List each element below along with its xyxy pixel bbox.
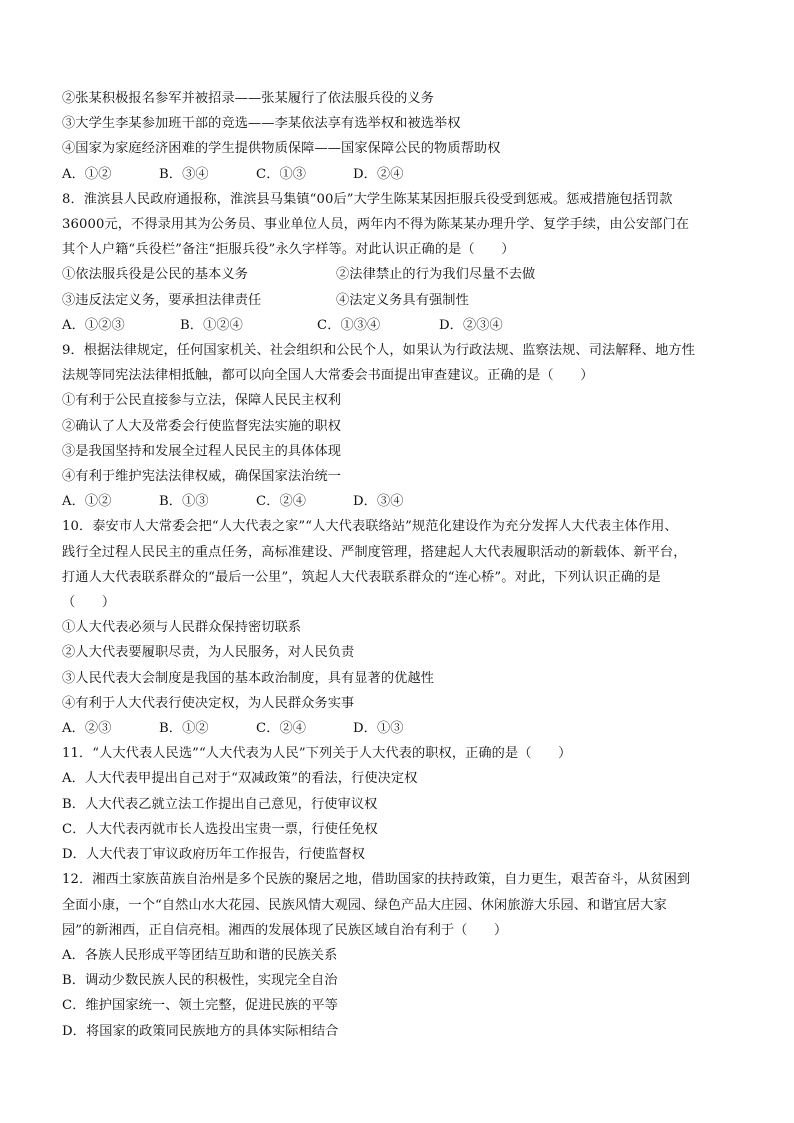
option-b[interactable]: B．①②④ — [180, 317, 243, 333]
option-d[interactable]: D．人大代表丁审议政府历年工作报告，行使监督权 — [62, 847, 365, 863]
question-8 — [62, 187, 742, 338]
statement-row — [62, 288, 742, 313]
option-a[interactable]: A．①②③ — [62, 317, 125, 333]
option-c[interactable]: C．②④ — [256, 721, 307, 737]
question-stem: 其个人户籍“兵役栏”备注“拒服兵役”永久字样等。对此认识正确的是（ ） — [62, 242, 515, 258]
option-b[interactable]: B．③④ — [159, 166, 209, 182]
option-b[interactable]: B．人大代表乙就立法工作提出自己意见，行使审议权 — [62, 796, 378, 812]
question-11 — [62, 741, 742, 867]
option-b[interactable]: B．①② — [159, 721, 209, 737]
statement-item: ③人民代表大会制度是我国的基本政治制度，具有显著的优越性 — [62, 670, 435, 686]
question-stem: 践行全过程人民民主的重点任务，高标准建设、严制度管理，搭建起人大代表履职活动的新载体、新平台， — [62, 544, 687, 560]
option-a[interactable]: A．人大代表甲提出自己对于“双减政策”的看法，行使决定权 — [62, 771, 418, 787]
statement-item: ①依法服兵役是公民的基本义务 — [62, 267, 249, 283]
answer-options — [62, 162, 742, 187]
statement-item: ②确认了人大及常委会行使监督宪法实施的职权 — [62, 418, 342, 434]
answer-options — [62, 489, 742, 514]
question-stem: 法规等同宪法法律相抵触，都可以向全国人大常委会书面提出审查建议。正确的是（ ） — [62, 368, 594, 384]
exam-page — [62, 86, 742, 1044]
option-d[interactable]: D．②③④ — [439, 317, 503, 333]
statement-item: ④有利于维护宪法法律权威，确保国家法治统一 — [62, 469, 342, 485]
option-d[interactable]: D．②④ — [353, 166, 404, 182]
question-stem: 8．淮滨县人民政府通报称，淮滨县马集镇“00后”大学生陈某某因拒服兵役受到惩戒。惩戒措施包括罚款 — [62, 191, 673, 207]
option-a[interactable]: A．各族人民形成平等团结互助和谐的民族关系 — [62, 947, 338, 963]
answer-options — [62, 716, 742, 741]
question-stem: （ ） — [62, 595, 116, 611]
option-d[interactable]: D．将国家的政策同民族地方的具体实际相结合 — [62, 1023, 339, 1039]
option-c[interactable]: C．人大代表丙就市长人选投出宝贵一票，行使任免权 — [62, 821, 378, 837]
option-a[interactable]: A．①② — [62, 166, 112, 182]
option-d[interactable]: D．①③ — [353, 721, 404, 737]
statement-item: ②人大代表要履职尽责，为人民服务，对人民负责 — [62, 645, 355, 661]
statement-item: ③大学生李某参加班干部的竞选——李某依法享有选举权和被选举权 — [62, 116, 461, 132]
option-d[interactable]: D．③④ — [353, 494, 404, 510]
question-12 — [62, 867, 742, 1043]
question-stem: 36000元，不得录用其为公务员、事业单位人员，两年内不得为陈某某办理升学、复学手续，由公安部门在 — [62, 217, 690, 233]
statement-item: ②法律禁止的行为我们尽量不去做 — [336, 267, 536, 283]
question-stem: 12．湘西土家族苗族自治州是多个民族的聚居之地，借助国家的扶持政策，自力更生，艰苦奋斗，从贫困到 — [62, 872, 691, 888]
statement-row — [62, 262, 742, 287]
question-7-continued — [62, 86, 742, 187]
statement-item: ③是我国坚持和发展全过程人民民主的具体体现 — [62, 443, 342, 459]
statement-item: ④法定义务具有强制性 — [336, 292, 469, 308]
option-b[interactable]: B．调动少数民族人民的积极性，实现完全自治 — [62, 973, 338, 989]
option-a[interactable]: A．①② — [62, 494, 112, 510]
statement-item: ①有利于公民直接参与立法，保障人民民主权利 — [62, 393, 342, 409]
question-stem: 9．根据法律规定，任何国家机关、社会组织和公民个人，如果认为行政法规、监察法规、司法解释、地方性 — [62, 343, 695, 359]
option-a[interactable]: A．②③ — [62, 721, 112, 737]
option-c[interactable]: C．维护国家统一、领土完整，促进民族的平等 — [62, 998, 338, 1014]
question-stem: 10．泰安市人大常委会把“人大代表之家”“人大代表联络站”规范化建设作为充分发挥人大代表主体作用、 — [62, 519, 678, 535]
question-stem: 11．“人大代表人民选”“人大代表为人民”下列关于人大代表的职权，正确的是（ ） — [62, 746, 572, 762]
statement-item: ③违反法定义务，要承担法律责任 — [62, 292, 262, 308]
question-10 — [62, 514, 742, 741]
question-stem: 全面小康，一个“自然山水大花园、民族风情大观园、绿色产品大庄园、休闲旅游大乐园、和谐宜居大家 — [62, 897, 667, 913]
option-c[interactable]: C．①③ — [256, 166, 307, 182]
question-9 — [62, 338, 742, 514]
option-b[interactable]: B．①③ — [159, 494, 209, 510]
option-c[interactable]: C．②④ — [256, 494, 307, 510]
statement-item: ②张某积极报名参军并被招录——张某履行了依法服兵役的义务 — [62, 91, 435, 106]
statement-item: ①人大代表必须与人民群众保持密切联系 — [62, 620, 302, 636]
statement-item: ④有利于人大代表行使决定权，为人民群众务实事 — [62, 695, 355, 711]
answer-options — [62, 313, 742, 338]
statement-item: ④国家为家庭经济困难的学生提供物质保障——国家保障公民的物质帮助权 — [62, 141, 501, 157]
option-c[interactable]: C．①③④ — [317, 317, 381, 333]
question-stem: 园”的新湘西，正自信亮相。湘西的发展体现了民族区域自治有利于（ ） — [62, 922, 508, 938]
question-stem: 打通人大代表联系群众的“最后一公里”，筑起人大代表联系群众的“连心桥”。对此，下列认识正确的是 — [62, 569, 661, 585]
